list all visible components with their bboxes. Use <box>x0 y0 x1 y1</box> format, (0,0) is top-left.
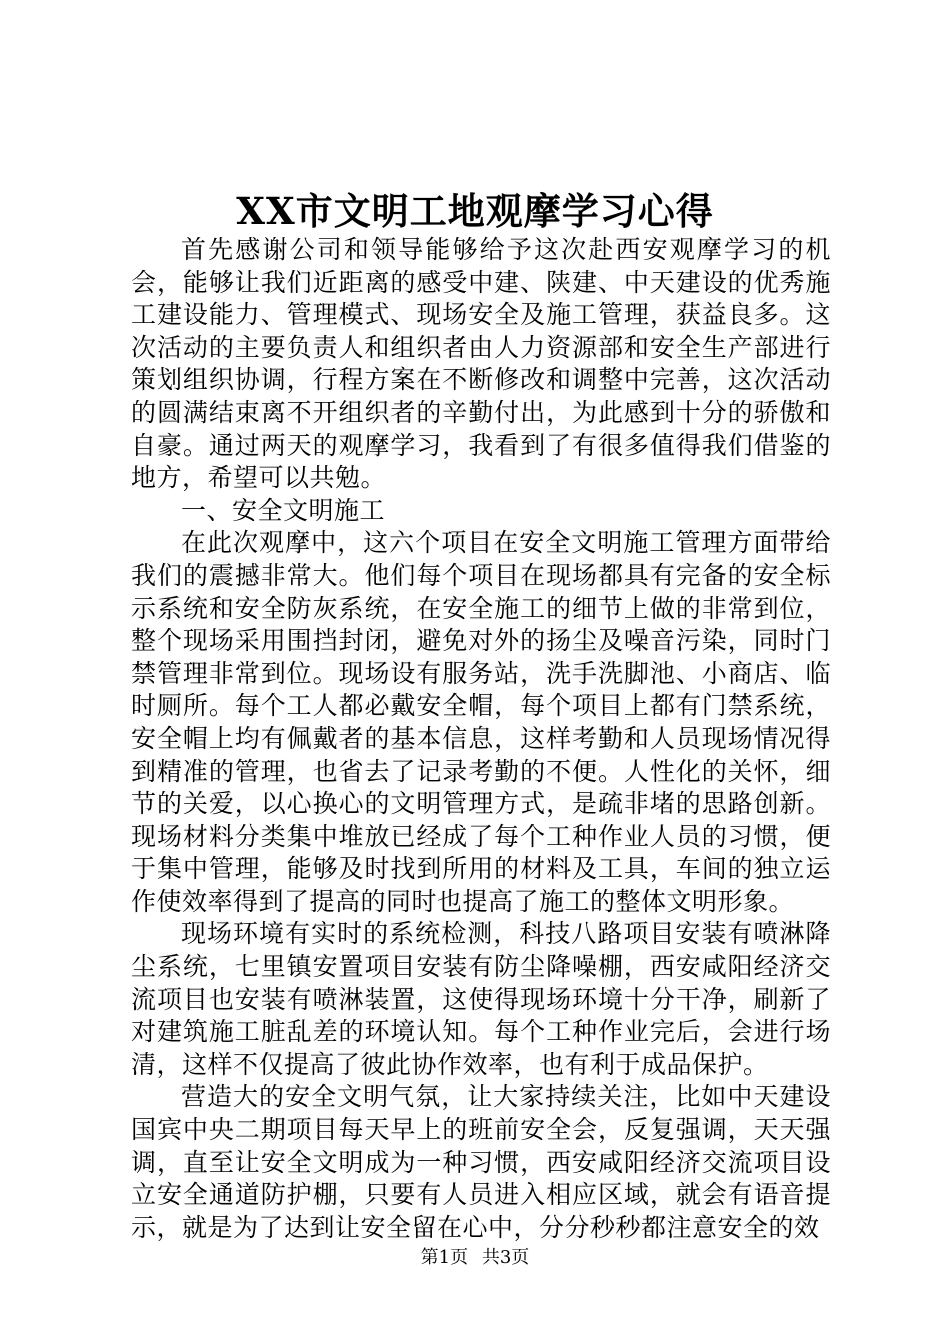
document-body <box>131 234 831 1244</box>
page-footer <box>0 1246 950 1270</box>
page-number: 第1页 <box>420 1247 469 1268</box>
paragraph-atmosphere: 营造大的安全文明气氛，让大家持续关注，比如中天建设国宾中央二期项目每天早上的班前安全会，反复强调，天天强调，直至让安全文明成为一种习惯，西安咸阳经济交流项目设立安全通道防护棚，只要有人员进入相应区域，就会有语音提示，就是为了达到让安全留在心中，分分秒秒都注意安全的效 <box>131 1082 831 1242</box>
document-title: XX市文明工地观摩学习心得 <box>236 189 714 233</box>
paragraph-environment: 现场环境有实时的系统检测，科技八路项目安装有喷淋降尘系统，七里镇安置项目安装有防尘降噪棚，西安咸阳经济交流项目也安装有喷淋装置，这使得现场环境十分干净，刷新了对建筑施工脏乱差的环境认知。每个工种作业完后，会进行场清，这样不仅提高了彼此协作效率，也有利于成品保护。 <box>131 919 831 1079</box>
paragraph-intro: 首先感谢公司和领导能够给予这次赴西安观摩学习的机会，能够让我们近距离的感受中建、陕建、中天建设的优秀施工建设能力、管理模式、现场安全及施工管理，获益良多。这次活动的主要负责人和组织者由人力资源部和安全生产部进行策划组织协调，行程方案在不断修改和调整中完善，这次活动的圆满结束离不开组织者的辛勤付出，为此感到十分的骄傲和自豪。通过两天的观摩学习，我看到了有很多值得我们借鉴的地方，希望可以共勉。 <box>131 235 831 493</box>
page-total: 共3页 <box>481 1247 530 1268</box>
paragraph-safety-observation: 在此次观摩中，这六个项目在安全文明施工管理方面带给我们的震撼非常大。他们每个项目在现场都具有完备的安全标示系统和安全防灰系统，在安全施工的细节上做的非常到位，整个现场采用围挡封闭，避免对外的扬尘及噪音污染，同时门禁管理非常到位。现场设有服务站，洗手洗脚池、小商店、临时厕所。每个工人都必戴安全帽，每个项目上都有门禁系统，安全帽上均有佩戴者的基本信息，这样考勤和人员现场情况得到精准的管理，也省去了记录考勤的不便。人性化的关怀，细节的关爱，以心换心的文明管理方式，是疏非堵的思路创新。现场材料分类集中堆放已经成了每个工种作业人员的习惯，便于集中管理，能够及时找到所用的材料及工具，车间的独立运作使效率得到了提高的同时也提高了施工的整体文明形象。 <box>131 528 831 916</box>
section-heading-safety: 一、安全文明施工 <box>181 495 386 525</box>
